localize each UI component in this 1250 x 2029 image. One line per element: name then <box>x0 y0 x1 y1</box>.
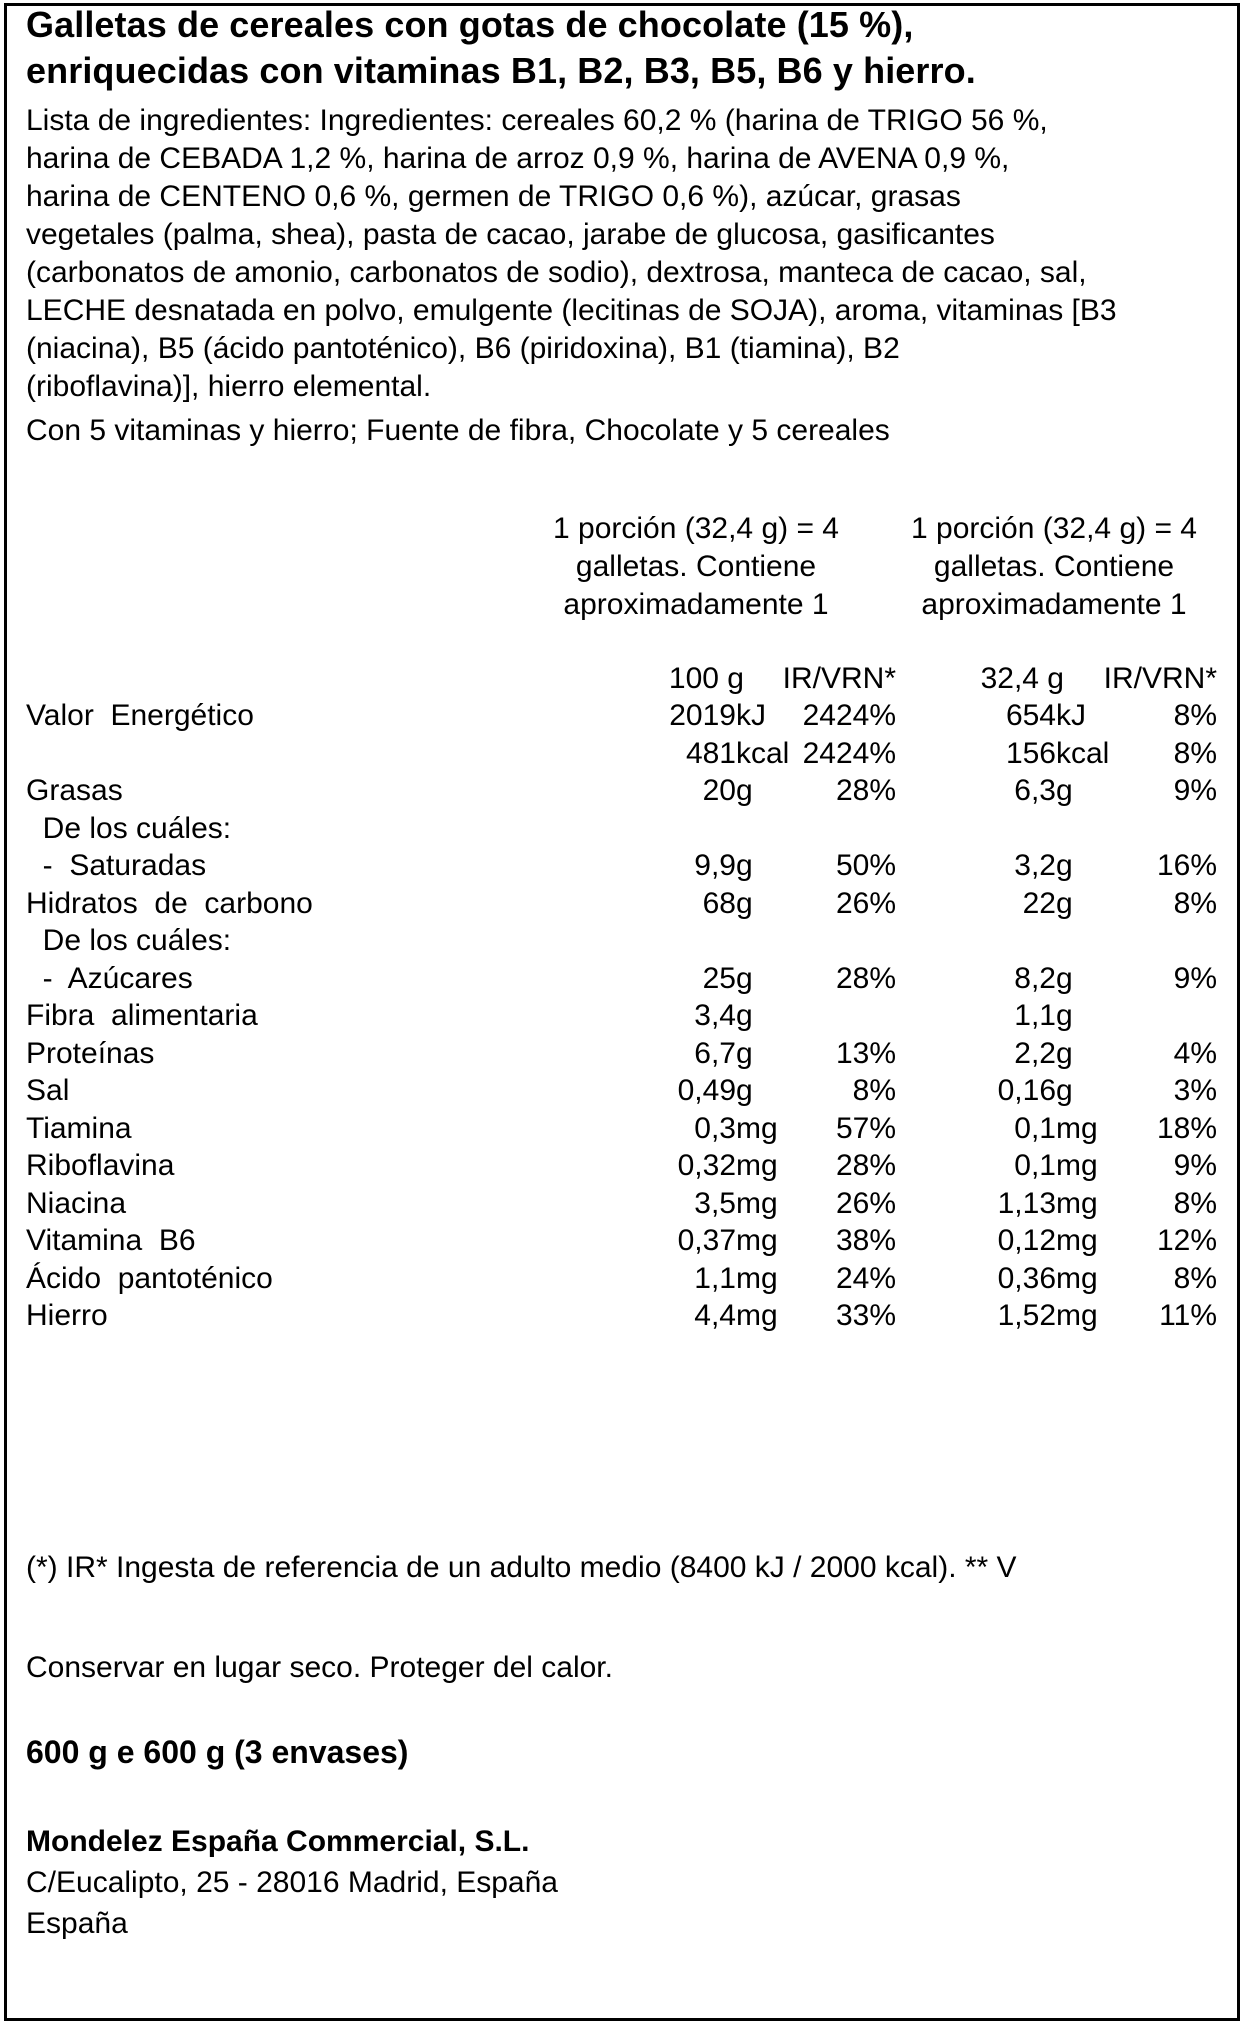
value-portion: 654 <box>1005 699 1056 732</box>
value-100g: 4,4 <box>694 1299 736 1332</box>
ir-portion: 9% <box>1173 774 1217 807</box>
portion-header-line: 1 porción (32,4 g) = 4 <box>552 512 839 545</box>
value-100g: 6,7 <box>694 1037 736 1070</box>
portion-header-line: galletas. Contiene <box>933 550 1175 583</box>
value-100g: 25 <box>702 962 736 995</box>
footnote: (*) IR* Ingesta de referencia de un adulto medio (8400 kJ / 2000 kcal). ** V <box>26 1551 1017 1584</box>
ir-100g: 13% <box>835 1037 896 1070</box>
portion-header-portion <box>894 510 1214 624</box>
nutrient-label: Niacina <box>26 1187 127 1220</box>
portion-header-line: 1 porción (32,4 g) = 4 <box>910 512 1197 545</box>
value-100g: 2019 <box>669 699 736 732</box>
value-100g: 68 <box>702 887 736 920</box>
unit-portion: mg <box>1056 1299 1098 1332</box>
ir-portion: 8% <box>1173 887 1217 920</box>
unit-portion: mg <box>1056 1187 1098 1220</box>
unit-100g: mg <box>736 1299 778 1332</box>
unit-100g: g <box>736 774 753 807</box>
value-portion: 6,3 <box>1014 774 1056 807</box>
value-portion: 0,12 <box>997 1224 1056 1257</box>
ingredients-line: Lista de ingredientes: Ingredientes: cereales 60,2 % (harina de TRIGO 56 %, <box>26 104 1048 137</box>
value-100g: 0,37 <box>677 1224 736 1257</box>
value-100g: 9,9 <box>694 849 736 882</box>
nutrient-label: Valor Energético <box>26 699 254 732</box>
portion-header-line: galletas. Contiene <box>575 550 817 583</box>
ir-100g: 38% <box>835 1224 896 1257</box>
ir-100g: 26% <box>835 1187 896 1220</box>
nutrient-label: - Azúcares <box>26 962 193 995</box>
value-portion: 0,1 <box>1014 1112 1056 1145</box>
unit-100g: g <box>736 999 753 1032</box>
nutrient-label: Riboflavina <box>26 1149 175 1182</box>
ir-portion: 8% <box>1173 737 1217 770</box>
unit-100g: kJ <box>736 699 766 732</box>
ir-100g: 28% <box>835 1149 896 1182</box>
nutrient-label: Proteínas <box>26 1037 155 1070</box>
ir-portion: 11% <box>1159 1299 1217 1332</box>
product-claims: Con 5 vitaminas y hierro; Fuente de fibra, Chocolate y 5 cereales <box>26 414 890 447</box>
value-100g: 0,32 <box>677 1149 736 1182</box>
unit-100g: g <box>736 1074 753 1107</box>
company-country: España <box>26 1907 128 1940</box>
ir-100g: 24% <box>835 1262 896 1295</box>
nutrient-label: Fibra alimentaria <box>26 999 258 1032</box>
col-header-100g: 100 g <box>668 662 744 695</box>
ir-portion: 12% <box>1156 1224 1217 1257</box>
nutrient-label: Ácido pantoténico <box>26 1262 273 1295</box>
nutrient-label: Hierro <box>26 1299 108 1332</box>
net-weight: 600 g e 600 g (3 envases) <box>26 1734 409 1770</box>
title-line: Galletas de cereales con gotas de chocolate (15 %), <box>26 4 914 45</box>
nutrient-label: - Saturadas <box>26 849 207 882</box>
value-100g: 3,4 <box>694 999 736 1032</box>
ingredients-line: harina de CEBADA 1,2 %, harina de arroz 0,9 %, harina de AVENA 0,9 %, <box>26 142 1010 175</box>
ir-100g: 57% <box>835 1112 896 1145</box>
value-portion: 8,2 <box>1014 962 1056 995</box>
unit-100g: mg <box>736 1224 778 1257</box>
value-100g: 3,5 <box>694 1187 736 1220</box>
ir-100g: 8% <box>852 1074 896 1107</box>
ir-portion: 3% <box>1173 1074 1217 1107</box>
unit-portion: kJ <box>1056 699 1086 732</box>
ingredients-line: vegetales (palma, shea), pasta de cacao, jarabe de glucosa, gasificantes <box>26 218 995 251</box>
ir-100g: 28% <box>835 774 896 807</box>
value-100g: 481 <box>685 737 736 770</box>
unit-100g: mg <box>736 1112 778 1145</box>
unit-100g: mg <box>736 1262 778 1295</box>
unit-portion: kcal <box>1056 737 1110 770</box>
portion-header-line: aproximadamente 1 <box>921 588 1187 621</box>
col-header-ir-100g: IR/VRN* <box>782 662 896 695</box>
ir-100g: 2424% <box>802 737 896 770</box>
nutrient-label: Grasas <box>26 774 123 807</box>
nutrient-label: Tiamina <box>26 1112 132 1145</box>
value-portion: 1,13 <box>997 1187 1056 1220</box>
col-header-portion: 32,4 g <box>980 662 1064 695</box>
unit-portion: g <box>1056 962 1073 995</box>
portion-header-line: aproximadamente 1 <box>563 588 829 621</box>
storage-instructions: Conservar en lugar seco. Proteger del calor. <box>26 1651 613 1684</box>
portion-header-100g <box>536 510 856 624</box>
nutrient-label: De los cuáles: <box>26 924 232 957</box>
unit-portion: g <box>1056 1074 1073 1107</box>
ir-100g: 2424% <box>802 699 896 732</box>
ir-100g: 28% <box>835 962 896 995</box>
unit-portion: g <box>1056 1037 1073 1070</box>
unit-portion: g <box>1056 774 1073 807</box>
nutrient-label: Hidratos de carbono <box>26 887 313 920</box>
unit-portion: mg <box>1056 1149 1098 1182</box>
ir-100g: 33% <box>835 1299 896 1332</box>
ir-portion: 18% <box>1156 1112 1217 1145</box>
nutrient-label: Vitamina B6 <box>26 1224 196 1257</box>
value-100g: 0,3 <box>694 1112 736 1145</box>
ir-100g: 50% <box>835 849 896 882</box>
unit-portion: g <box>1056 999 1073 1032</box>
value-portion: 0,1 <box>1014 1149 1056 1182</box>
ingredients-list <box>26 102 1117 406</box>
unit-portion: mg <box>1056 1262 1098 1295</box>
unit-portion: g <box>1056 887 1073 920</box>
ingredients-line: (niacina), B5 (ácido pantoténico), B6 (piridoxina), B1 (tiamina), B2 <box>26 332 900 365</box>
ir-portion: 8% <box>1173 699 1217 732</box>
title-line: enriquecidas con vitaminas B1, B2, B3, B5, B6 y hierro. <box>26 50 976 91</box>
unit-100g: mg <box>736 1187 778 1220</box>
value-100g: 0,49 <box>677 1074 736 1107</box>
ir-portion: 9% <box>1173 962 1217 995</box>
ir-portion: 8% <box>1173 1187 1217 1220</box>
value-portion: 22 <box>1022 887 1056 920</box>
unit-100g: g <box>736 962 753 995</box>
nutrient-label: Sal <box>26 1074 70 1107</box>
ir-portion: 16% <box>1156 849 1217 882</box>
ingredients-line: (riboflavina)], hierro elemental. <box>26 370 432 403</box>
unit-portion: g <box>1056 849 1073 882</box>
ir-portion: 9% <box>1173 1149 1217 1182</box>
ingredients-line: (carbonatos de amonio, carbonatos de sodio), dextrosa, manteca de cacao, sal, <box>26 256 1087 289</box>
col-header-ir-portion: IR/VRN* <box>1103 662 1217 695</box>
unit-portion: mg <box>1056 1112 1098 1145</box>
unit-100g: g <box>736 849 753 882</box>
value-portion: 156 <box>1005 737 1056 770</box>
company-address: C/Eucalipto, 25 - 28016 Madrid, España <box>26 1866 558 1899</box>
value-100g: 20 <box>702 774 736 807</box>
ingredients-line: harina de CENTENO 0,6 %, germen de TRIGO 0,6 %), azúcar, grasas <box>26 180 961 213</box>
product-title <box>26 2 976 94</box>
value-portion: 1,1 <box>1014 999 1056 1032</box>
unit-100g: g <box>736 887 753 920</box>
value-portion: 0,36 <box>997 1262 1056 1295</box>
value-portion: 0,16 <box>997 1074 1056 1107</box>
unit-100g: kcal <box>736 737 790 770</box>
ir-100g: 26% <box>835 887 896 920</box>
ir-portion: 4% <box>1173 1037 1217 1070</box>
value-portion: 2,2 <box>1014 1037 1056 1070</box>
nutrient-label: De los cuáles: <box>26 812 232 845</box>
company-name: Mondelez España Commercial, S.L. <box>26 1825 530 1858</box>
unit-100g: mg <box>736 1149 778 1182</box>
value-portion: 3,2 <box>1014 849 1056 882</box>
unit-portion: mg <box>1056 1224 1098 1257</box>
ir-portion: 8% <box>1173 1262 1217 1295</box>
value-portion: 1,52 <box>997 1299 1056 1332</box>
unit-100g: g <box>736 1037 753 1070</box>
value-100g: 1,1 <box>694 1262 736 1295</box>
ingredients-line: LECHE desnatada en polvo, emulgente (lecitinas de SOJA), aroma, vitaminas [B3 <box>26 294 1117 327</box>
